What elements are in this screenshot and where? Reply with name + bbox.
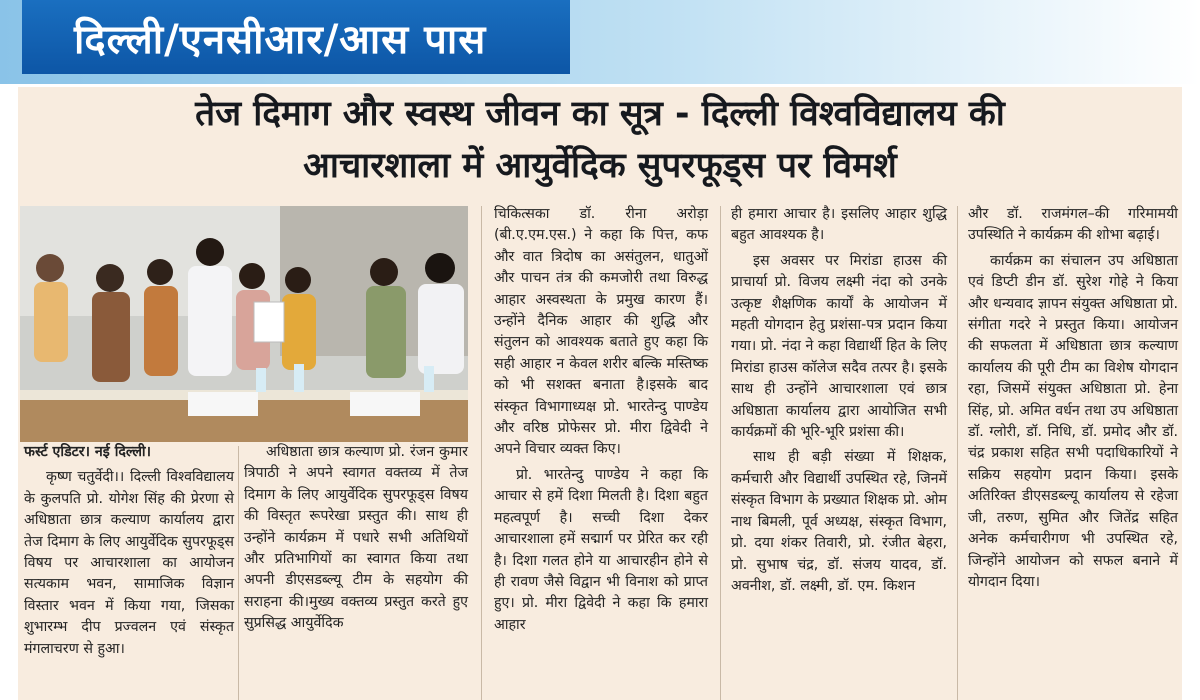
section-title: दिल्ली/एनसीआर/आस पास [74, 16, 487, 63]
byline: फर्स्ट एडिटर। नई दिल्ली। [24, 444, 151, 460]
article-paragraph: इस अवसर पर मिरांडा हाउस की प्राचार्या प्रो. विजय लक्ष्मी नंदा को उनके उत्कृष्ट शैक्षणिक कार्यों के आयोजन में महती योगदान हेतु प्रशंसा-पत्र प्रदान किया गया। प्रो. नंदा ने कहा विद्यार्थी हित के लिए मिरांडा हाउस कॉलेज सदैव तत्पर है। इसके साथ ही उन्होंने आचारशाला एवं छात्र अधिष्ठाता कार्यालय द्वारा आयोजित सभी कार्यक्रमों की भूरि-भूरि प्रशंसा की। [731, 252, 947, 441]
column-rule [238, 446, 239, 700]
article-paragraph: अधिष्ठाता छात्र कल्याण प्रो. रंजन कुमार त्रिपाठी ने अपने स्वागत वक्तव्य में तेज दिमाग के लिए आयुर्वेदिक सुपरफूड्स विषय की विस्तृत रूपरेखा प्रस्तुत की। साथ ही उन्होंने कार्यक्रम में पधारे सभी अतिथियों और प्रतिभागियों का स्वागत किया तथा अपनी डीएसडब्ल्यू टीम के सहयोग की सराहना की।मुख्य वक्तव्य प्रस्तुत करते हुए सुप्रसिद्ध आयुर्वेदिक [244, 444, 468, 632]
article-paragraph: ही हमारा आचार है। इसलिए आहार शुद्धि बहुत आवश्यक है। [731, 206, 947, 244]
article-column-2 [244, 442, 468, 635]
article-paragraph: कार्यक्रम का संचालन उप अधिष्ठाता एवं डिप्टी डीन डॉ. सुरेश गोहे ने किया और धन्यवाद ज्ञापन संयुक्त अधिष्ठाता प्रो. संगीता गदरे ने प्रस्तुत किया। आयोजन की सफलता में अधिष्ठाता छात्र कल्याण कार्यालय की पूरी टीम का विशेष योगदान रहा, जिसमें संयुक्त अधिष्ठाता प्रो. हेना सिंह, प्रो. अमित वर्धन तथा उप अधिष्ठाता डॉ. ग्लोरी, डॉ. निधि, डॉ. प्रमोद और डॉ. चंद्र प्रकाश सहित सभी पदाधिकारियों ने सक्रिय सहयोग प्रदान किया। इसके अतिरिक्त डीएसडब्ल्यू कार्यालय से रहेजा जी, तरुण, सुमित और जितेंद्र सहित अनेक कर्मचारीगण भी उपस्थित रहे, जिन्होंने आयोजन को सफल बनाने में योगदान दिया। [968, 252, 1178, 590]
headline-line-2: आचारशाला में आयुर्वेदिक सुपरफूड्स पर विमर्श [303, 146, 897, 186]
column-rule [957, 206, 958, 700]
headline-line-1: तेज दिमाग और स्वस्थ जीवन का सूत्र - दिल्ली विश्वविद्यालय की [195, 94, 1005, 134]
article-column-5 [968, 204, 1178, 593]
article-column-1 [24, 442, 234, 660]
article-paragraph: प्रो. भारतेन्दु पाण्डेय ने कहा कि आचार से हमें दिशा मिलती है। दिशा बहुत महत्वपूर्ण है। सच्ची दिशा देकर आचारशाला हमें सद्मार्ग पर प्रेरित कर रही है। दिशा गलत होने या आचारहीन होने से ही रावण जैसे विद्वान भी विनाश को प्राप्त हुए। प्रो. मीरा द्विवेदी ने कहा कि हमारा आहार [494, 466, 708, 633]
column-rule [481, 206, 482, 700]
column-rule [720, 206, 721, 700]
article-paragraph: और डॉ. राजमंगल–की गरिमामयी उपस्थिति ने कार्यक्रम की शोभा बढ़ाई। [968, 206, 1178, 244]
event-photo [20, 206, 468, 442]
article-paragraph: चिकित्सका डॉ. रीना अरोड़ा (बी.ए.एम.एस.) ने कहा कि पित्त, कफ और वात त्रिदोष का असंतुलन, धातुओं और पाचन तंत्र की कमजोरी तथा विरुद्ध आहार अस्वस्थता के प्रमुख कारण हैं। उन्होंने दैनिक आहार की शुद्धि और संतुलन को आवश्यक बताते हुए कहा कि सही आहार न केवल शरीर बल्कि मस्तिष्क को भी सशक्त बनाता है।इसके बाद संस्कृत विभागाध्यक्ष प्रो. भारतेन्दु पाण्डेय और वरिष्ठ प्रोफेसर प्रो. मीरा द्विवेदी ने अपने विचार व्यक्त किए। [494, 206, 708, 458]
section-label-box [22, 0, 570, 74]
article-column-3 [494, 204, 708, 636]
article-column-4 [731, 204, 947, 597]
article-paragraph: साथ ही बड़ी संख्या में शिक्षक, कर्मचारी और विद्यार्थी उपस्थित रहे, जिनमें संस्कृत विभाग के प्रख्यात शिक्षक प्रो. ओम नाथ बिमली, पूर्व अध्यक्ष, संस्कृत विभाग, प्रो. दया शंकर तिवारी, प्रो. रंजीत बेहरा, प्रो. सुभाष चंद्र, डॉ. संजय यादव, डॉ. अवनीश, डॉ. लक्ष्मी, डॉ. एम. किशन [731, 449, 947, 594]
event-photo-illustration [20, 206, 468, 442]
section-banner [0, 0, 1200, 84]
article-paragraph: कृष्ण चतुर्वेदी।। दिल्ली विश्वविद्यालय के कुलपति प्रो. योगेश सिंह की प्रेरणा से अधिष्ठाता छात्र कल्याण कार्यालय द्वारा तेज दिमाग के लिए आयुर्वेदिक सुपरफूड्स विषय पर आचारशाला का आयोजन सत्यकाम भवन, सामाजिक विज्ञान विस्तार भवन में किया गया, जिसका शुभारम्भ दीप प्रज्वलन एवं संस्कृत मंगलाचरण से हुआ। [24, 469, 234, 657]
